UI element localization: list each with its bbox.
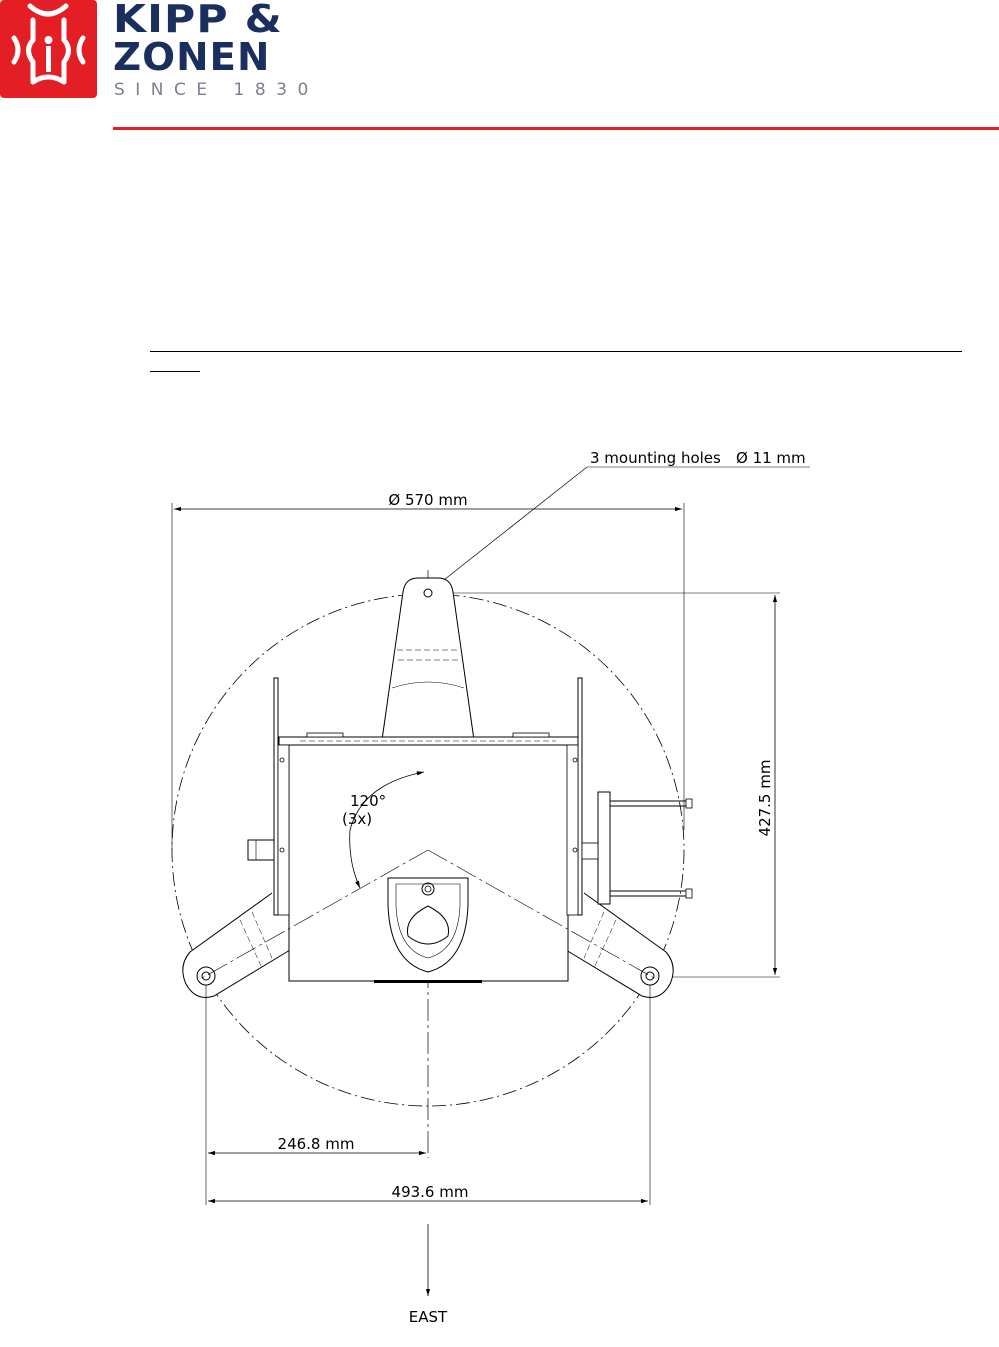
brand-name-line2: ZONEN [113, 35, 271, 79]
angle-label: 120° [350, 792, 387, 810]
mounting-holes-label: 3 mounting holes [590, 449, 721, 467]
angle-count-label: (3x) [342, 810, 373, 828]
brand-tagline: SINCE 1830 [114, 80, 319, 100]
east-direction-label: EAST [408, 1308, 448, 1326]
mounting-holes-diameter: Ø 11 mm [736, 449, 806, 467]
full-width-label: 493.6 mm [391, 1183, 469, 1201]
half-width-label: 246.8 mm [277, 1135, 355, 1153]
mounting-holes-leader [435, 467, 587, 587]
height-dimension-label: 427.5 mm [756, 759, 774, 837]
outer-diameter-label: Ø 570 mm [388, 491, 468, 509]
brand-name-line1: KIPP & [113, 0, 283, 41]
